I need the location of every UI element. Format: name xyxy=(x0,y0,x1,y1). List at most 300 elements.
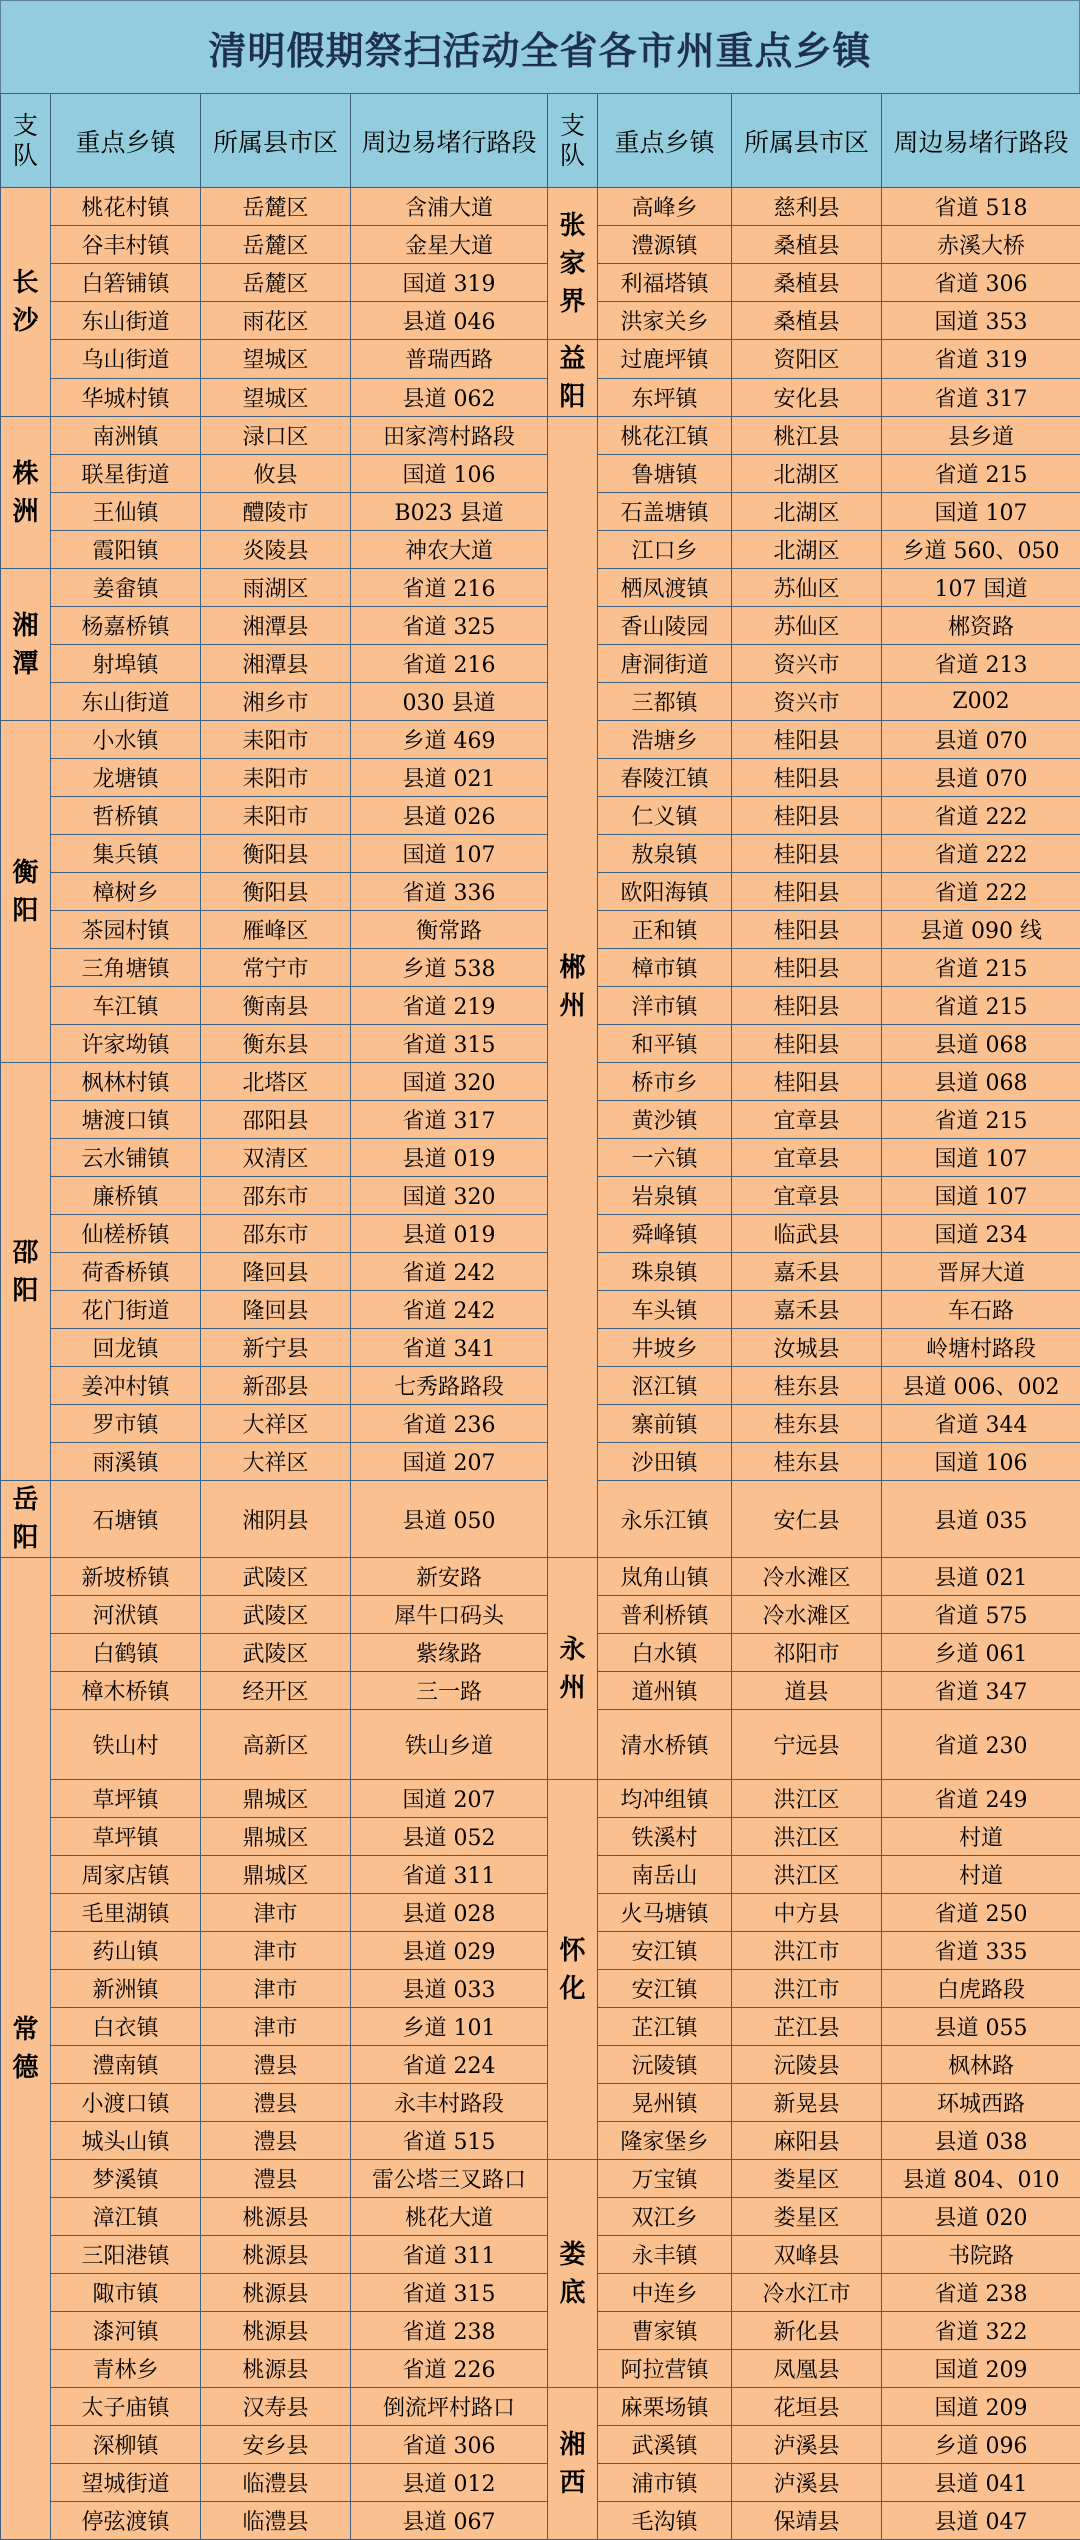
table-row xyxy=(1,1932,1080,1970)
county-cell: 桂阳县 xyxy=(732,987,882,1025)
table-row xyxy=(1,873,1080,911)
town-cell: 铁溪村 xyxy=(598,1818,732,1856)
town-cell: 杨嘉桥镇 xyxy=(51,607,201,645)
town-cell: 车头镇 xyxy=(598,1291,732,1329)
town-cell: 曹家镇 xyxy=(598,2312,732,2350)
county-cell: 洪江市 xyxy=(732,1970,882,2008)
road-cell: 省道 224 xyxy=(351,2046,548,2084)
town-cell: 岩泉镇 xyxy=(598,1177,732,1215)
road-cell: 县道 062 xyxy=(351,378,548,417)
road-cell: 省道 336 xyxy=(351,873,548,911)
road-cell: 县道 068 xyxy=(882,1025,1080,1063)
table-row xyxy=(1,302,1080,340)
town-cell: 晃州镇 xyxy=(598,2084,732,2122)
county-cell: 澧县 xyxy=(201,2122,351,2160)
county-cell: 桂东县 xyxy=(732,1405,882,1443)
town-cell: 桥市乡 xyxy=(598,1063,732,1101)
town-cell: 塘渡口镇 xyxy=(51,1101,201,1139)
table-row xyxy=(1,1443,1080,1481)
table-row xyxy=(1,1856,1080,1894)
table-row xyxy=(1,2502,1080,2540)
road-cell: 县道 090 线 xyxy=(882,911,1080,949)
road-cell: 国道 320 xyxy=(351,1063,548,1101)
road-cell: 国道 106 xyxy=(351,455,548,493)
key-towns-table xyxy=(0,93,1080,2540)
county-cell: 芷江县 xyxy=(732,2008,882,2046)
town-cell: 白箬铺镇 xyxy=(51,264,201,302)
town-cell: 铁山村 xyxy=(51,1710,201,1780)
road-cell: 县道 052 xyxy=(351,1818,548,1856)
county-cell: 经开区 xyxy=(201,1672,351,1710)
road-cell: 省道 219 xyxy=(351,987,548,1025)
county-cell: 临澧县 xyxy=(201,2502,351,2540)
road-cell: 白虎路段 xyxy=(882,1970,1080,2008)
town-cell: 火马塘镇 xyxy=(598,1894,732,1932)
table-row xyxy=(1,1063,1080,1101)
table-row xyxy=(1,188,1080,226)
division-cell-right: 怀 化 xyxy=(548,1780,598,2160)
town-cell: 沙田镇 xyxy=(598,1443,732,1481)
town-cell: 雨溪镇 xyxy=(51,1443,201,1481)
table-row xyxy=(1,1291,1080,1329)
town-cell: 双江乡 xyxy=(598,2198,732,2236)
road-cell: 乡道 101 xyxy=(351,2008,548,2046)
town-cell: 过鹿坪镇 xyxy=(598,340,732,379)
table-row xyxy=(1,1970,1080,2008)
county-cell: 桂阳县 xyxy=(732,1063,882,1101)
header-town-right: 重点乡镇 xyxy=(598,94,732,188)
county-cell: 宜章县 xyxy=(732,1101,882,1139)
header-town-left: 重点乡镇 xyxy=(51,94,201,188)
table-row xyxy=(1,2350,1080,2388)
division-cell-left: 长 沙 xyxy=(1,188,51,417)
road-cell: 车石路 xyxy=(882,1291,1080,1329)
road-cell: 田家湾村路段 xyxy=(351,417,548,455)
county-cell: 泸溪县 xyxy=(732,2426,882,2464)
county-cell: 桑植县 xyxy=(732,264,882,302)
county-cell: 资阳区 xyxy=(732,340,882,379)
road-cell: 省道 222 xyxy=(882,873,1080,911)
road-cell: 国道 209 xyxy=(882,2350,1080,2388)
county-cell: 慈利县 xyxy=(732,188,882,226)
town-cell: 漆河镇 xyxy=(51,2312,201,2350)
town-cell: 万宝镇 xyxy=(598,2160,732,2198)
table-row xyxy=(1,455,1080,493)
road-cell: 省道 215 xyxy=(882,455,1080,493)
town-cell: 哲桥镇 xyxy=(51,797,201,835)
road-cell: 金星大道 xyxy=(351,226,548,264)
table-row xyxy=(1,569,1080,607)
town-cell: 车江镇 xyxy=(51,987,201,1025)
table-row xyxy=(1,1025,1080,1063)
town-cell: 霞阳镇 xyxy=(51,531,201,569)
town-cell: 南洲镇 xyxy=(51,417,201,455)
road-cell: Z002 xyxy=(882,683,1080,721)
county-cell: 邵东市 xyxy=(201,1215,351,1253)
town-cell: 东坪镇 xyxy=(598,378,732,417)
town-cell: 樟树乡 xyxy=(51,873,201,911)
road-cell: 乡道 096 xyxy=(882,2426,1080,2464)
town-cell: 洋市镇 xyxy=(598,987,732,1025)
header-division-right: 支 队 xyxy=(548,94,598,188)
county-cell: 鼎城区 xyxy=(201,1818,351,1856)
road-cell: 省道 238 xyxy=(351,2312,548,2350)
town-cell: 河洑镇 xyxy=(51,1596,201,1634)
town-cell: 新坡桥镇 xyxy=(51,1558,201,1596)
town-cell: 云水铺镇 xyxy=(51,1139,201,1177)
table-row xyxy=(1,2236,1080,2274)
county-cell: 雨花区 xyxy=(201,302,351,340)
county-cell: 洪江区 xyxy=(732,1780,882,1818)
county-cell: 洪江市 xyxy=(732,1932,882,1970)
town-cell: 射埠镇 xyxy=(51,645,201,683)
road-cell: 县道 068 xyxy=(882,1063,1080,1101)
road-cell: 县道 006、002 xyxy=(882,1367,1080,1405)
town-cell: 正和镇 xyxy=(598,911,732,949)
town-cell: 花门街道 xyxy=(51,1291,201,1329)
county-cell: 隆回县 xyxy=(201,1291,351,1329)
road-cell: 神农大道 xyxy=(351,531,548,569)
county-cell: 鼎城区 xyxy=(201,1856,351,1894)
town-cell: 沤江镇 xyxy=(598,1367,732,1405)
county-cell: 津市 xyxy=(201,2008,351,2046)
town-cell: 仁义镇 xyxy=(598,797,732,835)
county-cell: 娄星区 xyxy=(732,2160,882,2198)
header-row xyxy=(1,94,1080,188)
road-cell: 省道 325 xyxy=(351,607,548,645)
town-cell: 安江镇 xyxy=(598,1932,732,1970)
road-cell: 永丰村路段 xyxy=(351,2084,548,2122)
county-cell: 望城区 xyxy=(201,340,351,379)
header-road-left: 周边易堵行路段 xyxy=(351,94,548,188)
road-cell: 国道 107 xyxy=(882,1177,1080,1215)
road-cell: 紫缘路 xyxy=(351,1634,548,1672)
town-cell: 清水桥镇 xyxy=(598,1710,732,1780)
county-cell: 桂阳县 xyxy=(732,911,882,949)
town-cell: 鲁塘镇 xyxy=(598,455,732,493)
road-cell: 省道 215 xyxy=(882,949,1080,987)
county-cell: 双清区 xyxy=(201,1139,351,1177)
town-cell: 芷江镇 xyxy=(598,2008,732,2046)
county-cell: 嘉禾县 xyxy=(732,1291,882,1329)
road-cell: 省道 311 xyxy=(351,2236,548,2274)
town-cell: 桃花村镇 xyxy=(51,188,201,226)
road-cell: 国道 207 xyxy=(351,1780,548,1818)
town-cell: 隆家堡乡 xyxy=(598,2122,732,2160)
road-cell: 雷公塔三叉路口 xyxy=(351,2160,548,2198)
division-cell-right: 益 阳 xyxy=(548,340,598,417)
county-cell: 苏仙区 xyxy=(732,607,882,645)
county-cell: 桂阳县 xyxy=(732,949,882,987)
table-row xyxy=(1,2388,1080,2426)
town-cell: 许家坳镇 xyxy=(51,1025,201,1063)
town-cell: 谷丰村镇 xyxy=(51,226,201,264)
county-cell: 武陵区 xyxy=(201,1596,351,1634)
road-cell: 107 国道 xyxy=(882,569,1080,607)
county-cell: 沅陵县 xyxy=(732,2046,882,2084)
town-cell: 草坪镇 xyxy=(51,1780,201,1818)
road-cell: 县道 028 xyxy=(351,1894,548,1932)
town-cell: 栖凤渡镇 xyxy=(598,569,732,607)
county-cell: 道县 xyxy=(732,1672,882,1710)
town-cell: 欧阳海镇 xyxy=(598,873,732,911)
county-cell: 凤凰县 xyxy=(732,2350,882,2388)
county-cell: 津市 xyxy=(201,1894,351,1932)
county-cell: 洪江区 xyxy=(732,1856,882,1894)
town-cell: 道州镇 xyxy=(598,1672,732,1710)
road-cell: 三一路 xyxy=(351,1672,548,1710)
table-row xyxy=(1,1367,1080,1405)
road-cell: 国道 106 xyxy=(882,1443,1080,1481)
road-cell: 县道 021 xyxy=(882,1558,1080,1596)
page-title: 清明假期祭扫活动全省各市州重点乡镇 xyxy=(208,20,871,75)
table-row xyxy=(1,1481,1080,1558)
town-cell: 香山陵园 xyxy=(598,607,732,645)
table-row xyxy=(1,2160,1080,2198)
road-cell: 七秀路路段 xyxy=(351,1367,548,1405)
county-cell: 桂阳县 xyxy=(732,1025,882,1063)
division-cell-left: 衡 阳 xyxy=(1,721,51,1063)
town-cell: 小水镇 xyxy=(51,721,201,759)
road-cell: 省道 222 xyxy=(882,797,1080,835)
road-cell: 省道 213 xyxy=(882,645,1080,683)
table-row xyxy=(1,2464,1080,2502)
division-cell-right: 郴 州 xyxy=(548,417,598,1558)
road-cell: 倒流坪村路口 xyxy=(351,2388,548,2426)
county-cell: 桃源县 xyxy=(201,2236,351,2274)
road-cell: 乡道 538 xyxy=(351,949,548,987)
county-cell: 醴陵市 xyxy=(201,493,351,531)
county-cell: 耒阳市 xyxy=(201,721,351,759)
town-cell: 药山镇 xyxy=(51,1932,201,1970)
county-cell: 保靖县 xyxy=(732,2502,882,2540)
town-cell: 毛沟镇 xyxy=(598,2502,732,2540)
town-cell: 廉桥镇 xyxy=(51,1177,201,1215)
county-cell: 泸溪县 xyxy=(732,2464,882,2502)
county-cell: 麻阳县 xyxy=(732,2122,882,2160)
division-cell-left: 湘 潭 xyxy=(1,569,51,721)
town-cell: 井坡乡 xyxy=(598,1329,732,1367)
road-cell: 县道 041 xyxy=(882,2464,1080,2502)
county-cell: 洪江区 xyxy=(732,1818,882,1856)
table-row xyxy=(1,340,1080,379)
table-row xyxy=(1,607,1080,645)
table-row xyxy=(1,1405,1080,1443)
division-cell-left: 常 德 xyxy=(1,1558,51,2540)
county-cell: 宜章县 xyxy=(732,1177,882,1215)
road-cell: 乡道 469 xyxy=(351,721,548,759)
town-cell: 普利桥镇 xyxy=(598,1596,732,1634)
county-cell: 炎陵县 xyxy=(201,531,351,569)
road-cell: 国道 353 xyxy=(882,302,1080,340)
county-cell: 北湖区 xyxy=(732,493,882,531)
county-cell: 花垣县 xyxy=(732,2388,882,2426)
table-row xyxy=(1,683,1080,721)
town-cell: 乌山街道 xyxy=(51,340,201,379)
table-row xyxy=(1,1101,1080,1139)
county-cell: 桃源县 xyxy=(201,2198,351,2236)
road-cell: 乡道 560、050 xyxy=(882,531,1080,569)
town-cell: 均冲组镇 xyxy=(598,1780,732,1818)
town-cell: 联星街道 xyxy=(51,455,201,493)
road-cell: 国道 234 xyxy=(882,1215,1080,1253)
town-cell: 东山街道 xyxy=(51,302,201,340)
road-cell: 枫林路 xyxy=(882,2046,1080,2084)
town-cell: 望城街道 xyxy=(51,2464,201,2502)
table-row xyxy=(1,1894,1080,1932)
road-cell: 省道 515 xyxy=(351,2122,548,2160)
road-cell: 省道 335 xyxy=(882,1932,1080,1970)
county-cell: 耒阳市 xyxy=(201,759,351,797)
town-cell: 樟市镇 xyxy=(598,949,732,987)
town-cell: 永乐江镇 xyxy=(598,1481,732,1558)
town-cell: 荷香桥镇 xyxy=(51,1253,201,1291)
division-cell-right: 湘 西 xyxy=(548,2388,598,2540)
town-cell: 罗市镇 xyxy=(51,1405,201,1443)
road-cell: 省道 230 xyxy=(882,1710,1080,1780)
county-cell: 桃源县 xyxy=(201,2350,351,2388)
town-cell: 青林乡 xyxy=(51,2350,201,2388)
road-cell: 县道 020 xyxy=(882,2198,1080,2236)
town-cell: 小渡口镇 xyxy=(51,2084,201,2122)
road-cell: 省道 242 xyxy=(351,1253,548,1291)
road-cell: 国道 320 xyxy=(351,1177,548,1215)
table-row xyxy=(1,987,1080,1025)
town-cell: 周家店镇 xyxy=(51,1856,201,1894)
town-cell: 洪家关乡 xyxy=(598,302,732,340)
county-cell: 嘉禾县 xyxy=(732,1253,882,1291)
town-cell: 白水镇 xyxy=(598,1634,732,1672)
table-row xyxy=(1,759,1080,797)
road-cell: 030 县道 xyxy=(351,683,548,721)
county-cell: 资兴市 xyxy=(732,645,882,683)
county-cell: 汝城县 xyxy=(732,1329,882,1367)
town-cell: 城头山镇 xyxy=(51,2122,201,2160)
county-cell: 衡东县 xyxy=(201,1025,351,1063)
road-cell: 村道 xyxy=(882,1856,1080,1894)
county-cell: 湘乡市 xyxy=(201,683,351,721)
road-cell: 国道 107 xyxy=(351,835,548,873)
county-cell: 北湖区 xyxy=(732,455,882,493)
road-cell: 国道 209 xyxy=(882,2388,1080,2426)
road-cell: 县道 035 xyxy=(882,1481,1080,1558)
road-cell: 省道 341 xyxy=(351,1329,548,1367)
town-cell: 停弦渡镇 xyxy=(51,2502,201,2540)
town-cell: 珠泉镇 xyxy=(598,1253,732,1291)
county-cell: 新宁县 xyxy=(201,1329,351,1367)
county-cell: 安仁县 xyxy=(732,1481,882,1558)
road-cell: 新安路 xyxy=(351,1558,548,1596)
table-row xyxy=(1,797,1080,835)
county-cell: 新邵县 xyxy=(201,1367,351,1405)
road-cell: 省道 249 xyxy=(882,1780,1080,1818)
road-cell: 省道 250 xyxy=(882,1894,1080,1932)
town-cell: 中连乡 xyxy=(598,2274,732,2312)
county-cell: 北湖区 xyxy=(732,531,882,569)
county-cell: 桑植县 xyxy=(732,302,882,340)
county-cell: 宜章县 xyxy=(732,1139,882,1177)
county-cell: 津市 xyxy=(201,1970,351,2008)
road-cell: 省道 319 xyxy=(882,340,1080,379)
road-cell: 省道 317 xyxy=(351,1101,548,1139)
table-row xyxy=(1,1596,1080,1634)
town-cell: 华城村镇 xyxy=(51,378,201,417)
road-cell: 赤溪大桥 xyxy=(882,226,1080,264)
table-row xyxy=(1,1634,1080,1672)
road-cell: 国道 107 xyxy=(882,493,1080,531)
table-row xyxy=(1,1780,1080,1818)
town-cell: 武溪镇 xyxy=(598,2426,732,2464)
road-cell: 县道 046 xyxy=(351,302,548,340)
table-row xyxy=(1,378,1080,417)
road-cell: 省道 347 xyxy=(882,1672,1080,1710)
road-cell: 省道 216 xyxy=(351,645,548,683)
town-cell: 龙塘镇 xyxy=(51,759,201,797)
road-cell: 省道 215 xyxy=(882,987,1080,1025)
county-cell: 祁阳市 xyxy=(732,1634,882,1672)
road-cell: 普瑞西路 xyxy=(351,340,548,379)
table-row xyxy=(1,2426,1080,2464)
road-cell: 省道 317 xyxy=(882,378,1080,417)
town-cell: 陬市镇 xyxy=(51,2274,201,2312)
road-cell: 岭塘村路段 xyxy=(882,1329,1080,1367)
road-cell: 县道 026 xyxy=(351,797,548,835)
county-cell: 新化县 xyxy=(732,2312,882,2350)
county-cell: 湘潭县 xyxy=(201,607,351,645)
county-cell: 临武县 xyxy=(732,1215,882,1253)
town-cell: 敖泉镇 xyxy=(598,835,732,873)
town-cell: 东山街道 xyxy=(51,683,201,721)
town-cell: 深柳镇 xyxy=(51,2426,201,2464)
county-cell: 隆回县 xyxy=(201,1253,351,1291)
county-cell: 湘潭县 xyxy=(201,645,351,683)
table-row xyxy=(1,531,1080,569)
town-cell: 石塘镇 xyxy=(51,1481,201,1558)
county-cell: 岳麓区 xyxy=(201,188,351,226)
county-cell: 武陵区 xyxy=(201,1634,351,1672)
county-cell: 资兴市 xyxy=(732,683,882,721)
road-cell: 省道 306 xyxy=(351,2426,548,2464)
town-cell: 茶园村镇 xyxy=(51,911,201,949)
road-cell: 县道 021 xyxy=(351,759,548,797)
town-cell: 麻栗场镇 xyxy=(598,2388,732,2426)
road-cell: 犀牛口码头 xyxy=(351,1596,548,1634)
road-cell: 省道 315 xyxy=(351,1025,548,1063)
table-row xyxy=(1,1672,1080,1710)
road-cell: 省道 575 xyxy=(882,1596,1080,1634)
town-cell: 王仙镇 xyxy=(51,493,201,531)
table-row xyxy=(1,2274,1080,2312)
town-cell: 岚角山镇 xyxy=(598,1558,732,1596)
table-row xyxy=(1,911,1080,949)
county-cell: 新晃县 xyxy=(732,2084,882,2122)
town-cell: 新洲镇 xyxy=(51,1970,201,2008)
town-cell: 江口乡 xyxy=(598,531,732,569)
county-cell: 安化县 xyxy=(732,378,882,417)
town-cell: 春陵江镇 xyxy=(598,759,732,797)
county-cell: 衡南县 xyxy=(201,987,351,1025)
town-cell: 白衣镇 xyxy=(51,2008,201,2046)
town-cell: 利福塔镇 xyxy=(598,264,732,302)
road-cell: 县道 019 xyxy=(351,1215,548,1253)
county-cell: 武陵区 xyxy=(201,1558,351,1596)
county-cell: 湘阴县 xyxy=(201,1481,351,1558)
table-row xyxy=(1,264,1080,302)
county-cell: 中方县 xyxy=(732,1894,882,1932)
table-row xyxy=(1,1818,1080,1856)
road-cell: 桃花大道 xyxy=(351,2198,548,2236)
town-cell: 太子庙镇 xyxy=(51,2388,201,2426)
